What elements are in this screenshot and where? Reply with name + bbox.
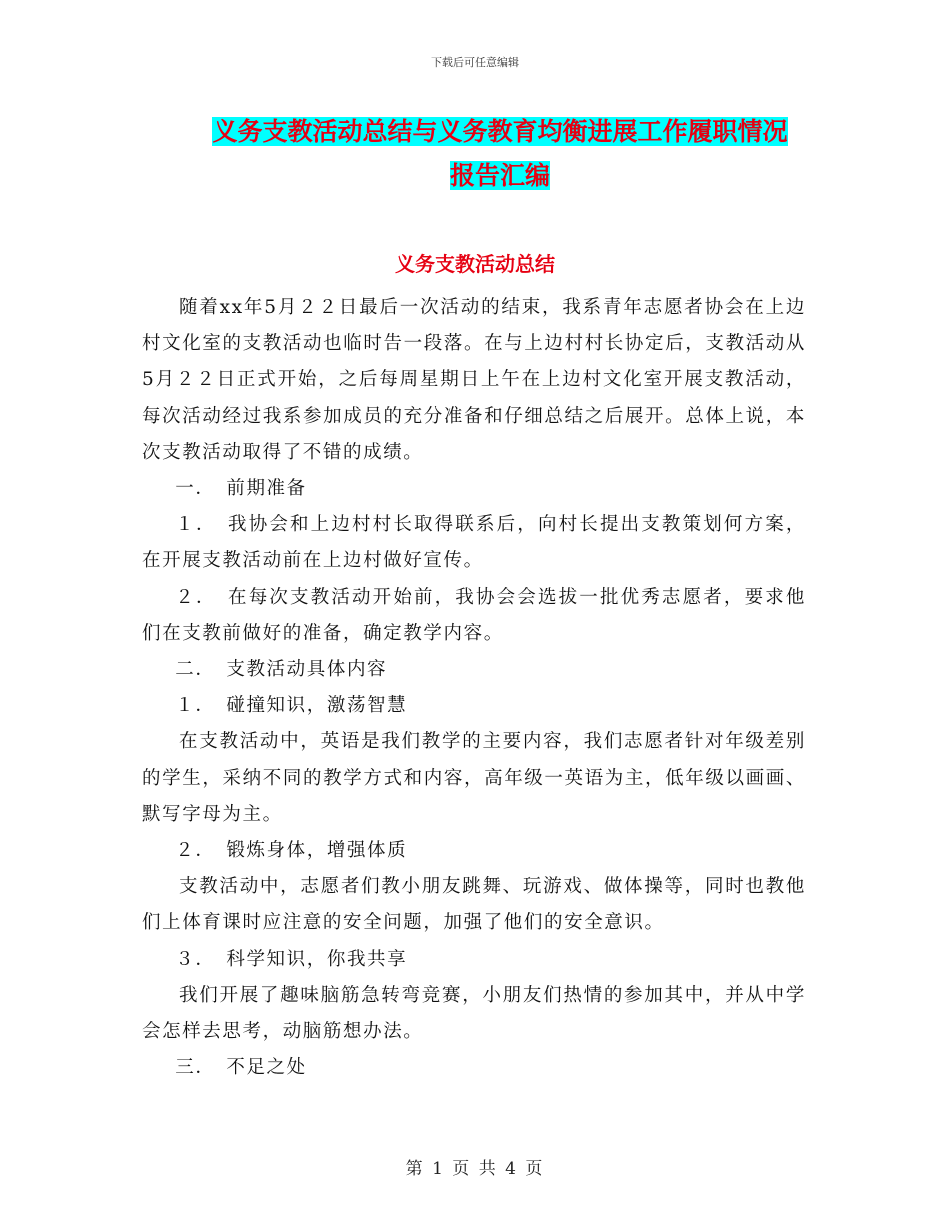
section-title: 义务支教活动总结 [395,252,555,276]
document-body [142,290,806,1086]
header-note: 下载后可任意编辑 [431,56,519,69]
document-title-line-2: 报告汇编 [449,161,550,190]
content-paragraph-3: 我们开展了趣味脑筋急转弯竞赛，小朋友们热情的参加其中，并从中学会怎样去思考，动脑筋想办法。 [142,984,806,1043]
content-paragraph-2: 支教活动中，志愿者们教小朋友跳舞、玩游戏、做体操等，同时也教他们上体育课时应注意的安全问题，加强了他们的安全意识。 [142,876,806,934]
page-footer: 第 1 页 共 4 页 [405,1159,545,1179]
content-subheading-1: １． 碰撞知识，激荡智慧 [175,695,408,717]
preparation-item-2: ２． 在每次支教活动开始前，我协会会选拔一批优秀志愿者，要求他们在支教前做好的准备，确定教学内容。 [142,586,806,644]
heading-preparation: 一． 前期准备 [175,478,307,500]
intro-paragraph: 随着xx年5月２２日最后一次活动的结束，我系青年志愿者协会在上边村文化室的支教活动也临时告一段落。在与上边村村长协定后，支教活动从5月２２日正式开始，之后每周星期日上午在上边村文化室开展支教活动，每次活动经过我系参加成员的充分准备和仔细总结之后展开。总体上说，本次支教活动取得了不错的成绩。 [142,297,806,463]
heading-activity-content: 二． 支教活动具体内容 [175,659,388,681]
document-title-line-1: 义务支教活动总结与义务教育均衡进展工作履职情况 [212,117,788,146]
content-subheading-3: ３． 科学知识，你我共享 [175,948,408,970]
document-title [190,110,810,198]
heading-shortcomings: 三． 不足之处 [175,1057,307,1079]
content-subheading-2: ２． 锻炼身体，增强体质 [175,840,408,862]
content-paragraph-1: 在支教活动中，英语是我们教学的主要内容，我们志愿者针对年级差别的学生，采纳不同的教学方式和内容，高年级一英语为主，低年级以画画、默写字母为主。 [142,731,806,825]
preparation-item-1: １． 我协会和上边村村长取得联系后，向村长提出支教策划何方案，在开展支教活动前在上边村做好宣传。 [142,514,806,572]
